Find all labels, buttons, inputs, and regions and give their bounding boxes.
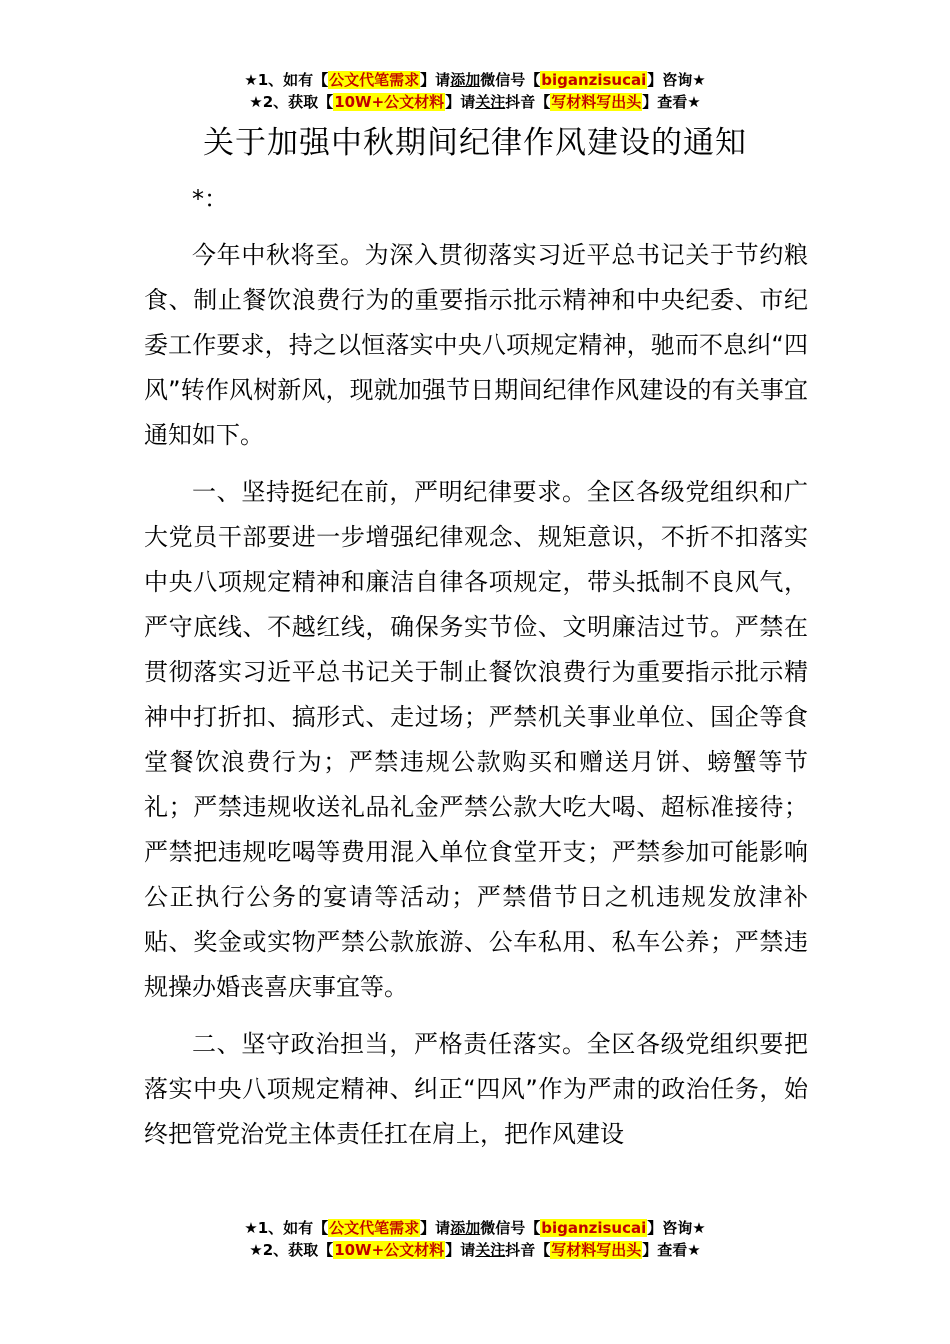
promo-text: 】请 xyxy=(445,1241,476,1259)
promo-highlight: 10W+公文材料 xyxy=(334,93,445,111)
promo-text: 】咨询★ xyxy=(647,71,706,89)
promo-highlight: biganzisucai xyxy=(541,71,647,89)
promo-emphasis: 关注 xyxy=(475,1241,506,1259)
promo-text: ★2、获取【 xyxy=(249,1241,334,1259)
header-promo-banner xyxy=(0,69,950,113)
promo-text: 抖音【 xyxy=(505,1241,551,1259)
promo-text: 抖音【 xyxy=(505,93,551,111)
promo-text: ★1、如有【 xyxy=(244,71,329,89)
promo-highlight: 写材料写出头 xyxy=(551,1241,642,1259)
promo-text: 微信号【 xyxy=(480,71,541,89)
promo-highlight: biganzisucai xyxy=(541,1219,647,1237)
promo-emphasis: 添加 xyxy=(450,71,481,89)
promo-text: 微信号【 xyxy=(480,1219,541,1237)
document-title: 关于加强中秋期间纪律作风建设的通知 xyxy=(203,125,747,161)
promo-text: 】查看★ xyxy=(642,93,701,111)
promo-text: 】咨询★ xyxy=(647,1219,706,1237)
document-salutation: *： xyxy=(192,185,228,213)
promo-text: 】请 xyxy=(420,1219,451,1237)
promo-text: ★1、如有【 xyxy=(244,1219,329,1237)
footer-promo-banner xyxy=(0,1217,950,1261)
promo-text: 】请 xyxy=(420,71,451,89)
body-paragraph: 二、坚守政治担当，严格责任落实。全区各级党组织要把落实中央八项规定精神、纠正“四风”作为严肃的政治任务，始终把管党治党主体责任扛在肩上，把作风建设 xyxy=(144,1030,808,1148)
body-paragraph: 一、坚持挺纪在前，严明纪律要求。全区各级党组织和广大党员干部要进一步增强纪律观念、规矩意识，不折不扣落实中央八项规定精神和廉洁自律各项规定，带头抵制不良风气，严守底线、不越红线，确保务实节俭、文明廉洁过节。严禁在贯彻落实习近平总书记关于制止餐饮浪费行为重要指示批示精神中打折扣、搞形式、走过场；严禁机关事业单位、国企等食堂餐饮浪费行为；严禁违规公款购买和赠送月饼、螃蟹等节礼；严禁违规收送礼品礼金严禁公款大吃大喝、超标准接待；严禁把违规吃喝等费用混入单位食堂开支；严禁参加可能影响公正执行公务的宴请等活动；严禁借节日之机违规发放津补贴、奖金或实物严禁公款旅游、公车私用、私车公养；严禁违规操办婚丧喜庆事宜等。 xyxy=(144,478,808,1001)
promo-highlight: 公文代笔需求 xyxy=(329,1219,420,1237)
body-paragraph: 今年中秋将至。为深入贯彻落实习近平总书记关于节约粮食、制止餐饮浪费行为的重要指示批示精神和中央纪委、市纪委工作要求，持之以恒落实中央八项规定精神，驰而不息纠“四风”转作风树新风，现就加强节日期间纪律作风建设的有关事宜通知如下。 xyxy=(144,241,808,449)
promo-line-1 xyxy=(0,1217,950,1239)
promo-highlight: 10W+公文材料 xyxy=(334,1241,445,1259)
promo-line-2 xyxy=(0,91,950,113)
promo-line-2 xyxy=(0,1239,950,1261)
promo-text: 】查看★ xyxy=(642,1241,701,1259)
document-body xyxy=(144,233,808,1169)
promo-highlight: 公文代笔需求 xyxy=(329,71,420,89)
promo-emphasis: 关注 xyxy=(475,93,506,111)
promo-line-1 xyxy=(0,69,950,91)
promo-emphasis: 添加 xyxy=(450,1219,481,1237)
promo-text: 】请 xyxy=(445,93,476,111)
promo-highlight: 写材料写出头 xyxy=(551,93,642,111)
promo-text: ★2、获取【 xyxy=(249,93,334,111)
